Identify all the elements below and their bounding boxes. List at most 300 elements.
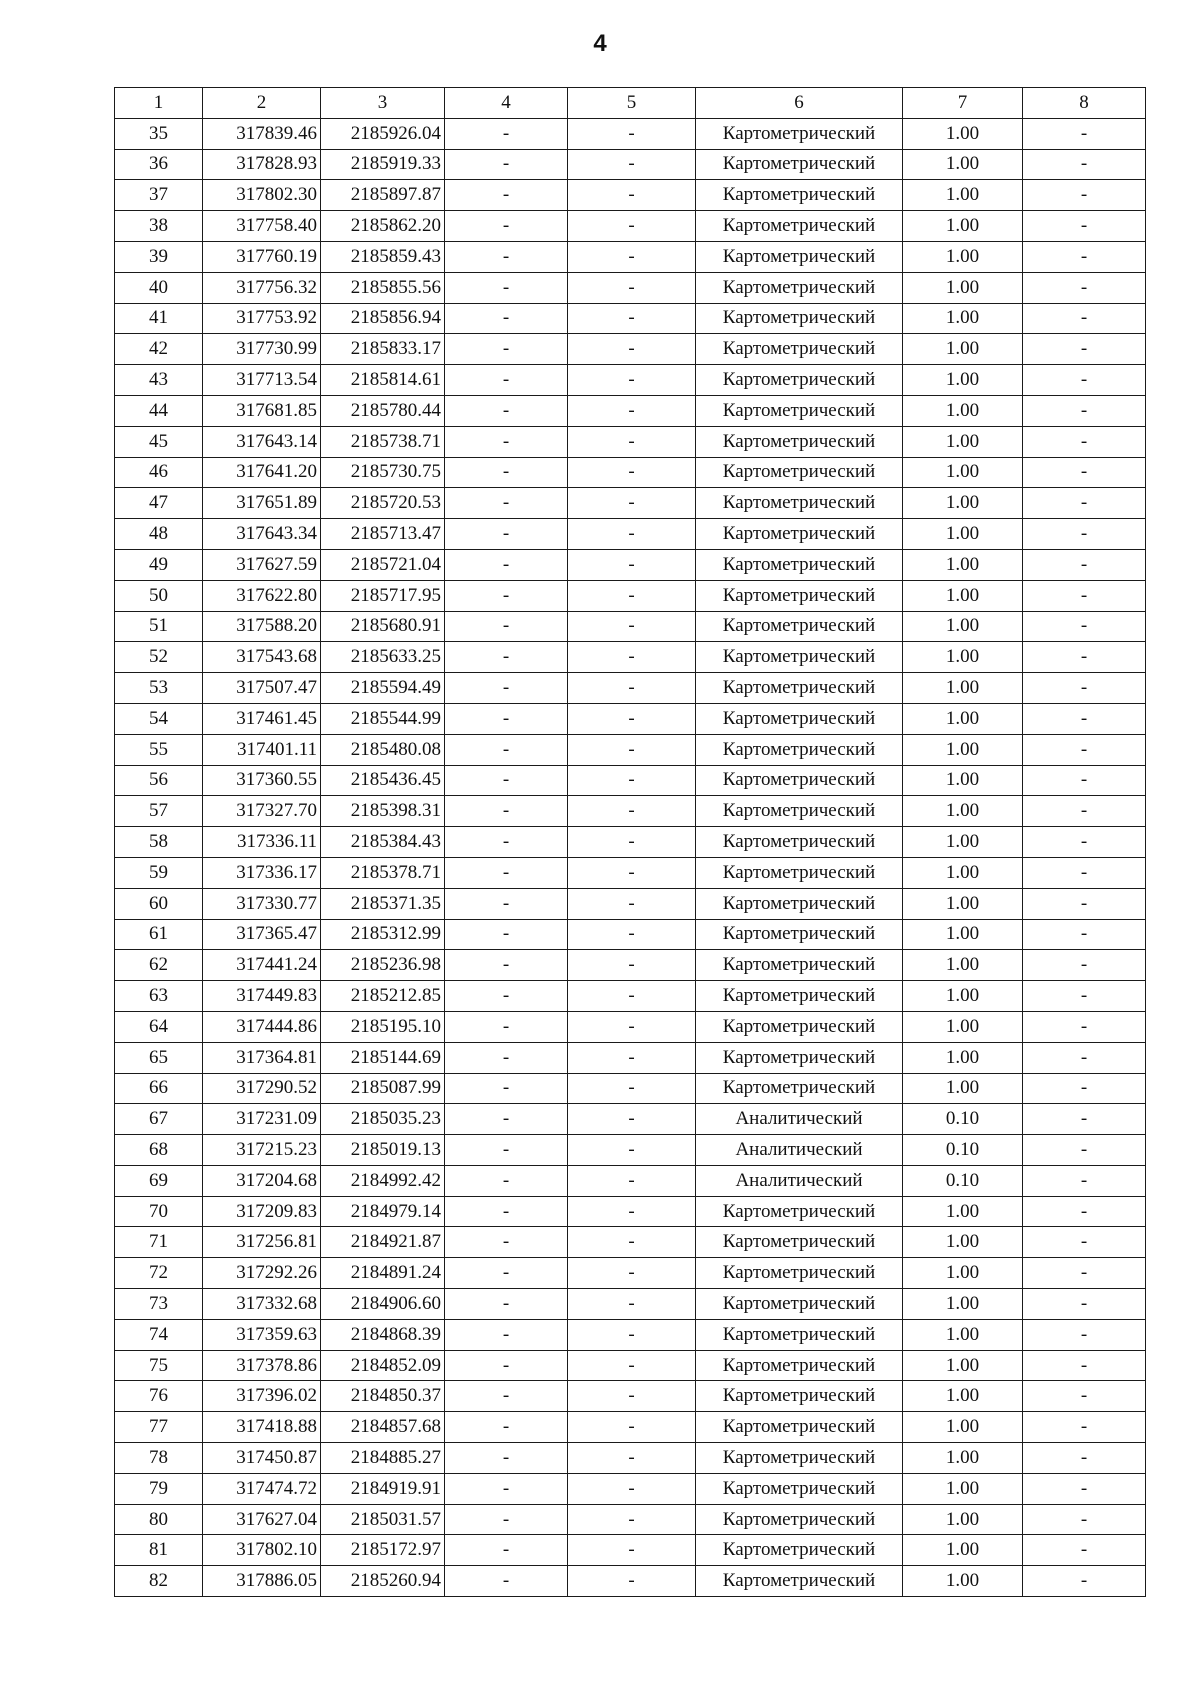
x-coordinate-cell: 317641.20 [203, 457, 321, 488]
column-8-cell: - [1023, 549, 1146, 580]
x-coordinate-cell: 317760.19 [203, 241, 321, 272]
column-5-cell: - [568, 919, 696, 950]
column-4-cell: - [445, 1104, 568, 1135]
column-5-cell: - [568, 1196, 696, 1227]
method-cell: Картометрический [696, 395, 903, 426]
column-8-cell: - [1023, 1042, 1146, 1073]
column-4-cell: - [445, 919, 568, 950]
column-4-cell: - [445, 765, 568, 796]
method-cell: Картометрический [696, 1566, 903, 1597]
table-row [115, 1504, 1146, 1535]
y-coordinate-cell: 2185897.87 [321, 180, 445, 211]
method-cell: Картометрический [696, 118, 903, 149]
y-coordinate-cell: 2185730.75 [321, 457, 445, 488]
method-cell: Картометрический [696, 457, 903, 488]
column-5-cell: - [568, 734, 696, 765]
x-coordinate-cell: 317622.80 [203, 580, 321, 611]
column-5-cell: - [568, 765, 696, 796]
accuracy-cell: 1.00 [903, 334, 1023, 365]
method-cell: Картометрический [696, 580, 903, 611]
column-8-cell: - [1023, 765, 1146, 796]
point-number-cell: 53 [115, 673, 203, 704]
point-number-cell: 74 [115, 1319, 203, 1350]
column-5-cell: - [568, 1350, 696, 1381]
column-header: 8 [1023, 88, 1146, 119]
accuracy-cell: 1.00 [903, 1196, 1023, 1227]
column-5-cell: - [568, 549, 696, 580]
x-coordinate-cell: 317681.85 [203, 395, 321, 426]
column-8-cell: - [1023, 211, 1146, 242]
point-number-cell: 43 [115, 365, 203, 396]
column-4-cell: - [445, 1443, 568, 1474]
method-cell: Картометрический [696, 365, 903, 396]
x-coordinate-cell: 317292.26 [203, 1258, 321, 1289]
table-row [115, 1135, 1146, 1166]
column-4-cell: - [445, 457, 568, 488]
column-header: 5 [568, 88, 696, 119]
column-4-cell: - [445, 1289, 568, 1320]
point-number-cell: 51 [115, 611, 203, 642]
y-coordinate-cell: 2185859.43 [321, 241, 445, 272]
table-row [115, 519, 1146, 550]
point-number-cell: 59 [115, 857, 203, 888]
table-row [115, 1566, 1146, 1597]
column-8-cell: - [1023, 1504, 1146, 1535]
coordinates-table [114, 87, 1146, 1597]
point-number-cell: 66 [115, 1073, 203, 1104]
method-cell: Картометрический [696, 180, 903, 211]
table-row [115, 549, 1146, 580]
column-8-cell: - [1023, 118, 1146, 149]
point-number-cell: 46 [115, 457, 203, 488]
column-5-cell: - [568, 1104, 696, 1135]
accuracy-cell: 1.00 [903, 1381, 1023, 1412]
table-row [115, 1443, 1146, 1474]
column-5-cell: - [568, 395, 696, 426]
y-coordinate-cell: 2185919.33 [321, 149, 445, 180]
method-cell: Картометрический [696, 673, 903, 704]
column-8-cell: - [1023, 1443, 1146, 1474]
column-header: 2 [203, 88, 321, 119]
column-8-cell: - [1023, 919, 1146, 950]
column-4-cell: - [445, 149, 568, 180]
x-coordinate-cell: 317290.52 [203, 1073, 321, 1104]
x-coordinate-cell: 317730.99 [203, 334, 321, 365]
column-5-cell: - [568, 488, 696, 519]
accuracy-cell: 1.00 [903, 827, 1023, 858]
table-row [115, 1196, 1146, 1227]
table-row [115, 703, 1146, 734]
y-coordinate-cell: 2185384.43 [321, 827, 445, 858]
y-coordinate-cell: 2184921.87 [321, 1227, 445, 1258]
point-number-cell: 68 [115, 1135, 203, 1166]
column-4-cell: - [445, 395, 568, 426]
column-5-cell: - [568, 796, 696, 827]
column-5-cell: - [568, 1381, 696, 1412]
point-number-cell: 63 [115, 981, 203, 1012]
column-5-cell: - [568, 1227, 696, 1258]
table-row [115, 457, 1146, 488]
table-row [115, 365, 1146, 396]
accuracy-cell: 1.00 [903, 272, 1023, 303]
method-cell: Картометрический [696, 981, 903, 1012]
column-8-cell: - [1023, 1412, 1146, 1443]
point-number-cell: 67 [115, 1104, 203, 1135]
x-coordinate-cell: 317256.81 [203, 1227, 321, 1258]
accuracy-cell: 1.00 [903, 211, 1023, 242]
column-5-cell: - [568, 303, 696, 334]
table-row [115, 796, 1146, 827]
method-cell: Аналитический [696, 1165, 903, 1196]
x-coordinate-cell: 317336.11 [203, 827, 321, 858]
accuracy-cell: 1.00 [903, 1350, 1023, 1381]
method-cell: Картометрический [696, 426, 903, 457]
accuracy-cell: 1.00 [903, 580, 1023, 611]
table-row [115, 1227, 1146, 1258]
column-8-cell: - [1023, 950, 1146, 981]
column-5-cell: - [568, 211, 696, 242]
column-8-cell: - [1023, 457, 1146, 488]
point-number-cell: 47 [115, 488, 203, 519]
column-8-cell: - [1023, 1535, 1146, 1566]
x-coordinate-cell: 317839.46 [203, 118, 321, 149]
table-row [115, 673, 1146, 704]
x-coordinate-cell: 317330.77 [203, 888, 321, 919]
point-number-cell: 48 [115, 519, 203, 550]
point-number-cell: 50 [115, 580, 203, 611]
accuracy-cell: 1.00 [903, 426, 1023, 457]
y-coordinate-cell: 2185144.69 [321, 1042, 445, 1073]
y-coordinate-cell: 2185398.31 [321, 796, 445, 827]
accuracy-cell: 1.00 [903, 1073, 1023, 1104]
column-8-cell: - [1023, 1104, 1146, 1135]
method-cell: Аналитический [696, 1135, 903, 1166]
x-coordinate-cell: 317758.40 [203, 211, 321, 242]
table-row [115, 1319, 1146, 1350]
column-4-cell: - [445, 981, 568, 1012]
table-row [115, 1165, 1146, 1196]
column-5-cell: - [568, 334, 696, 365]
accuracy-cell: 1.00 [903, 395, 1023, 426]
accuracy-cell: 1.00 [903, 519, 1023, 550]
point-number-cell: 55 [115, 734, 203, 765]
table-row [115, 118, 1146, 149]
column-4-cell: - [445, 827, 568, 858]
table-row [115, 611, 1146, 642]
point-number-cell: 58 [115, 827, 203, 858]
method-cell: Картометрический [696, 734, 903, 765]
method-cell: Картометрический [696, 519, 903, 550]
method-cell: Картометрический [696, 765, 903, 796]
method-cell: Картометрический [696, 950, 903, 981]
x-coordinate-cell: 317828.93 [203, 149, 321, 180]
column-5-cell: - [568, 642, 696, 673]
point-number-cell: 81 [115, 1535, 203, 1566]
point-number-cell: 41 [115, 303, 203, 334]
column-4-cell: - [445, 1258, 568, 1289]
y-coordinate-cell: 2185633.25 [321, 642, 445, 673]
accuracy-cell: 1.00 [903, 796, 1023, 827]
column-5-cell: - [568, 950, 696, 981]
accuracy-cell: 1.00 [903, 1227, 1023, 1258]
table-row [115, 488, 1146, 519]
y-coordinate-cell: 2185087.99 [321, 1073, 445, 1104]
column-4-cell: - [445, 118, 568, 149]
y-coordinate-cell: 2185855.56 [321, 272, 445, 303]
accuracy-cell: 1.00 [903, 611, 1023, 642]
y-coordinate-cell: 2185172.97 [321, 1535, 445, 1566]
accuracy-cell: 1.00 [903, 457, 1023, 488]
table-row [115, 1104, 1146, 1135]
column-5-cell: - [568, 1165, 696, 1196]
column-8-cell: - [1023, 1165, 1146, 1196]
column-4-cell: - [445, 1412, 568, 1443]
method-cell: Картометрический [696, 1350, 903, 1381]
column-5-cell: - [568, 1566, 696, 1597]
column-4-cell: - [445, 642, 568, 673]
column-8-cell: - [1023, 642, 1146, 673]
column-4-cell: - [445, 241, 568, 272]
method-cell: Картометрический [696, 1412, 903, 1443]
column-8-cell: - [1023, 149, 1146, 180]
y-coordinate-cell: 2185862.20 [321, 211, 445, 242]
method-cell: Картометрический [696, 1319, 903, 1350]
column-header: 1 [115, 88, 203, 119]
point-number-cell: 54 [115, 703, 203, 734]
column-5-cell: - [568, 673, 696, 704]
table-row [115, 1350, 1146, 1381]
column-4-cell: - [445, 365, 568, 396]
x-coordinate-cell: 317209.83 [203, 1196, 321, 1227]
column-header: 4 [445, 88, 568, 119]
column-8-cell: - [1023, 827, 1146, 858]
y-coordinate-cell: 2185480.08 [321, 734, 445, 765]
accuracy-cell: 1.00 [903, 118, 1023, 149]
column-4-cell: - [445, 796, 568, 827]
column-4-cell: - [445, 1227, 568, 1258]
column-4-cell: - [445, 734, 568, 765]
column-4-cell: - [445, 303, 568, 334]
column-4-cell: - [445, 1073, 568, 1104]
accuracy-cell: 0.10 [903, 1135, 1023, 1166]
column-5-cell: - [568, 118, 696, 149]
method-cell: Картометрический [696, 611, 903, 642]
column-8-cell: - [1023, 1011, 1146, 1042]
column-header: 6 [696, 88, 903, 119]
x-coordinate-cell: 317378.86 [203, 1350, 321, 1381]
x-coordinate-cell: 317713.54 [203, 365, 321, 396]
y-coordinate-cell: 2185717.95 [321, 580, 445, 611]
column-4-cell: - [445, 211, 568, 242]
method-cell: Картометрический [696, 1196, 903, 1227]
column-4-cell: - [445, 426, 568, 457]
column-4-cell: - [445, 1042, 568, 1073]
accuracy-cell: 1.00 [903, 981, 1023, 1012]
point-number-cell: 71 [115, 1227, 203, 1258]
y-coordinate-cell: 2185236.98 [321, 950, 445, 981]
column-8-cell: - [1023, 519, 1146, 550]
x-coordinate-cell: 317364.81 [203, 1042, 321, 1073]
method-cell: Картометрический [696, 642, 903, 673]
column-4-cell: - [445, 857, 568, 888]
column-4-cell: - [445, 1135, 568, 1166]
column-4-cell: - [445, 549, 568, 580]
accuracy-cell: 1.00 [903, 303, 1023, 334]
accuracy-cell: 1.00 [903, 1412, 1023, 1443]
column-5-cell: - [568, 827, 696, 858]
point-number-cell: 80 [115, 1504, 203, 1535]
x-coordinate-cell: 317588.20 [203, 611, 321, 642]
column-4-cell: - [445, 673, 568, 704]
y-coordinate-cell: 2184979.14 [321, 1196, 445, 1227]
point-number-cell: 73 [115, 1289, 203, 1320]
y-coordinate-cell: 2185720.53 [321, 488, 445, 519]
accuracy-cell: 0.10 [903, 1104, 1023, 1135]
y-coordinate-cell: 2185833.17 [321, 334, 445, 365]
column-8-cell: - [1023, 734, 1146, 765]
point-number-cell: 45 [115, 426, 203, 457]
y-coordinate-cell: 2185594.49 [321, 673, 445, 704]
column-5-cell: - [568, 1443, 696, 1474]
column-5-cell: - [568, 1135, 696, 1166]
y-coordinate-cell: 2184919.91 [321, 1473, 445, 1504]
y-coordinate-cell: 2185814.61 [321, 365, 445, 396]
point-number-cell: 38 [115, 211, 203, 242]
method-cell: Картометрический [696, 1473, 903, 1504]
column-4-cell: - [445, 1473, 568, 1504]
x-coordinate-cell: 317444.86 [203, 1011, 321, 1042]
y-coordinate-cell: 2184852.09 [321, 1350, 445, 1381]
table-row [115, 1258, 1146, 1289]
x-coordinate-cell: 317401.11 [203, 734, 321, 765]
y-coordinate-cell: 2185195.10 [321, 1011, 445, 1042]
column-8-cell: - [1023, 1319, 1146, 1350]
method-cell: Картометрический [696, 888, 903, 919]
column-5-cell: - [568, 365, 696, 396]
method-cell: Картометрический [696, 272, 903, 303]
table-row [115, 272, 1146, 303]
point-number-cell: 61 [115, 919, 203, 950]
y-coordinate-cell: 2185544.99 [321, 703, 445, 734]
point-number-cell: 56 [115, 765, 203, 796]
column-8-cell: - [1023, 981, 1146, 1012]
y-coordinate-cell: 2185680.91 [321, 611, 445, 642]
method-cell: Картометрический [696, 857, 903, 888]
point-number-cell: 82 [115, 1566, 203, 1597]
method-cell: Картометрический [696, 1227, 903, 1258]
column-5-cell: - [568, 426, 696, 457]
table-row [115, 1473, 1146, 1504]
column-8-cell: - [1023, 488, 1146, 519]
column-4-cell: - [445, 1350, 568, 1381]
method-cell: Картометрический [696, 1258, 903, 1289]
accuracy-cell: 1.00 [903, 1258, 1023, 1289]
x-coordinate-cell: 317441.24 [203, 950, 321, 981]
point-number-cell: 78 [115, 1443, 203, 1474]
column-5-cell: - [568, 457, 696, 488]
accuracy-cell: 1.00 [903, 1566, 1023, 1597]
table-row [115, 765, 1146, 796]
method-cell: Картометрический [696, 703, 903, 734]
y-coordinate-cell: 2185856.94 [321, 303, 445, 334]
accuracy-cell: 1.00 [903, 734, 1023, 765]
x-coordinate-cell: 317327.70 [203, 796, 321, 827]
method-cell: Картометрический [696, 1381, 903, 1412]
accuracy-cell: 1.00 [903, 549, 1023, 580]
y-coordinate-cell: 2185926.04 [321, 118, 445, 149]
method-cell: Картометрический [696, 1535, 903, 1566]
y-coordinate-cell: 2184891.24 [321, 1258, 445, 1289]
accuracy-cell: 1.00 [903, 673, 1023, 704]
column-4-cell: - [445, 1535, 568, 1566]
table-row [115, 1073, 1146, 1104]
column-header: 3 [321, 88, 445, 119]
column-5-cell: - [568, 1535, 696, 1566]
table-row [115, 149, 1146, 180]
method-cell: Картометрический [696, 211, 903, 242]
y-coordinate-cell: 2185780.44 [321, 395, 445, 426]
column-5-cell: - [568, 241, 696, 272]
point-number-cell: 39 [115, 241, 203, 272]
table-row [115, 919, 1146, 950]
method-cell: Картометрический [696, 334, 903, 365]
table-row [115, 642, 1146, 673]
column-4-cell: - [445, 1504, 568, 1535]
point-number-cell: 44 [115, 395, 203, 426]
method-cell: Картометрический [696, 1042, 903, 1073]
column-4-cell: - [445, 1165, 568, 1196]
column-5-cell: - [568, 611, 696, 642]
column-5-cell: - [568, 519, 696, 550]
column-5-cell: - [568, 580, 696, 611]
table-body [115, 118, 1146, 1596]
method-cell: Аналитический [696, 1104, 903, 1135]
column-8-cell: - [1023, 1227, 1146, 1258]
table-row [115, 241, 1146, 272]
point-number-cell: 35 [115, 118, 203, 149]
column-5-cell: - [568, 1289, 696, 1320]
x-coordinate-cell: 317543.68 [203, 642, 321, 673]
column-5-cell: - [568, 981, 696, 1012]
column-4-cell: - [445, 888, 568, 919]
column-8-cell: - [1023, 426, 1146, 457]
method-cell: Картометрический [696, 149, 903, 180]
x-coordinate-cell: 317643.34 [203, 519, 321, 550]
column-5-cell: - [568, 857, 696, 888]
accuracy-cell: 0.10 [903, 1165, 1023, 1196]
column-8-cell: - [1023, 1258, 1146, 1289]
point-number-cell: 79 [115, 1473, 203, 1504]
y-coordinate-cell: 2184850.37 [321, 1381, 445, 1412]
accuracy-cell: 1.00 [903, 642, 1023, 673]
method-cell: Картометрический [696, 303, 903, 334]
point-number-cell: 49 [115, 549, 203, 580]
table-row [115, 950, 1146, 981]
x-coordinate-cell: 317365.47 [203, 919, 321, 950]
column-5-cell: - [568, 888, 696, 919]
y-coordinate-cell: 2185436.45 [321, 765, 445, 796]
column-4-cell: - [445, 272, 568, 303]
column-8-cell: - [1023, 1566, 1146, 1597]
header-row [115, 88, 1146, 119]
table-row [115, 857, 1146, 888]
column-8-cell: - [1023, 1381, 1146, 1412]
table-row [115, 1381, 1146, 1412]
point-number-cell: 65 [115, 1042, 203, 1073]
point-number-cell: 37 [115, 180, 203, 211]
column-8-cell: - [1023, 365, 1146, 396]
accuracy-cell: 1.00 [903, 365, 1023, 396]
